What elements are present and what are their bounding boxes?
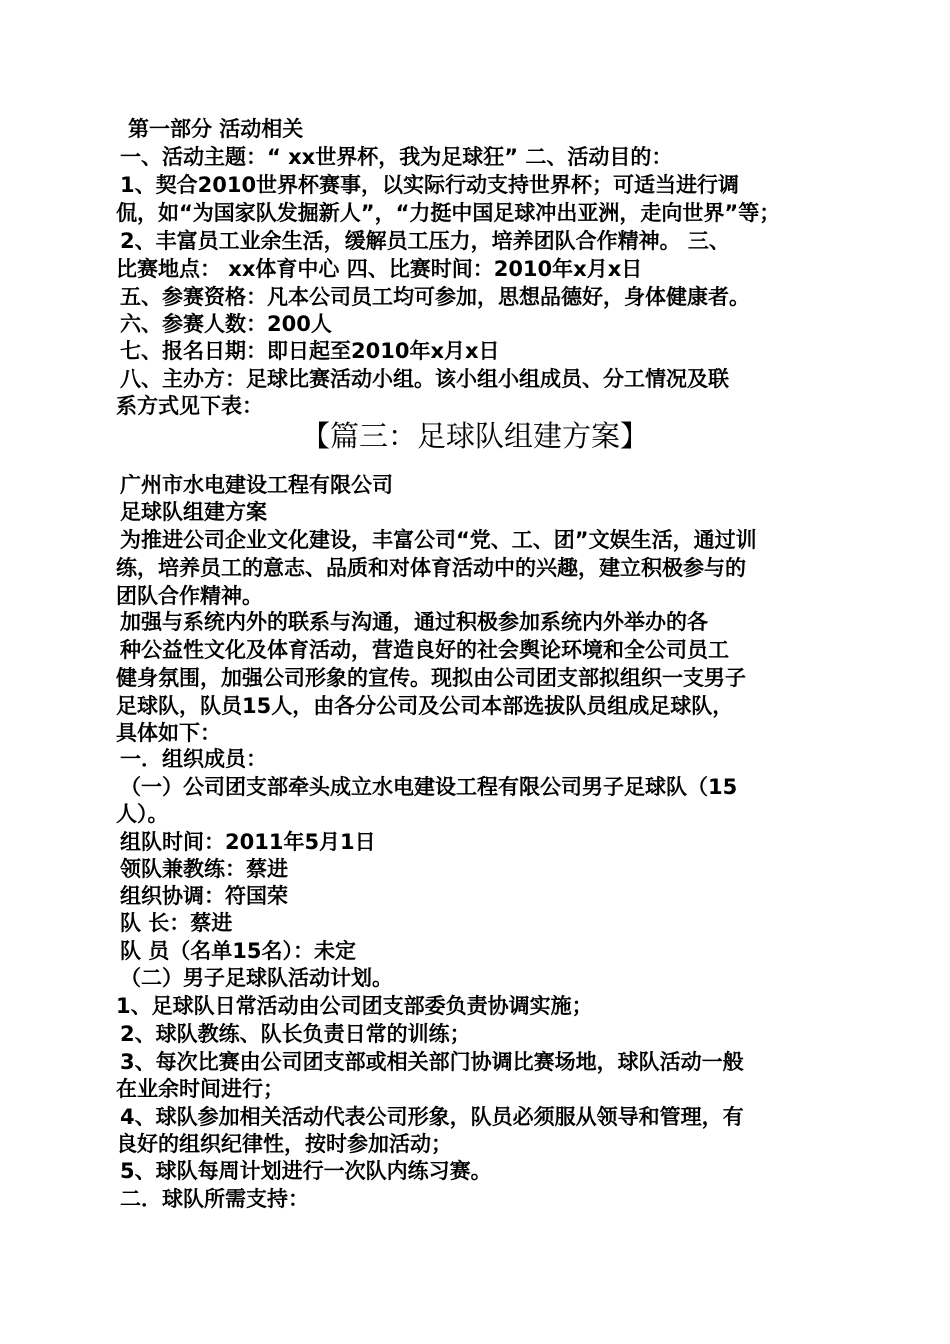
text-line: 人）。 xyxy=(116,802,169,826)
text-line: 六、参赛人数：200人 xyxy=(120,312,332,336)
text-line: 为推进公司企业文化建设，丰富公司“党、工、团”文娱生活，通过训 xyxy=(120,528,757,552)
text-line: 队 员（名单15名）：未定 xyxy=(120,939,357,963)
text-line: 具体如下： xyxy=(116,721,221,745)
text-line: 1、契合2010世界杯赛事，以实际行动支持世界杯；可适当进行调 xyxy=(120,173,740,197)
text-line: 5、球队每周计划进行一次队内练习赛。 xyxy=(120,1159,492,1183)
text-line: 队 长：蔡进 xyxy=(120,911,233,935)
text-line: 2、丰富员工业余生活，缓解员工压力，培养团队合作精神。 三、 xyxy=(120,229,730,253)
text-line: 八、主办方：足球比赛活动小组。该小组小组成员、分工情况及联 xyxy=(120,367,729,391)
text-line: 七、报名日期：即日起至2010年x月x日 xyxy=(120,339,500,363)
company-name: 广州市水电建设工程有限公司 xyxy=(120,473,393,497)
text-line: 比赛地点： xx体育中心 四、比赛时间：2010年x月x日 xyxy=(116,257,643,281)
text-line: 领队兼教练：蔡进 xyxy=(120,857,288,881)
text-line: （二）男子足球队活动计划。 xyxy=(120,966,393,990)
text-line: 系方式见下表： xyxy=(116,394,263,418)
part1-heading: 第一部分 活动相关 xyxy=(128,117,304,141)
text-line: 2、球队教练、队长负责日常的训练； xyxy=(120,1022,471,1046)
text-line: 五、参赛资格：凡本公司员工均可参加，思想品德好，身体健康者。 xyxy=(120,285,750,309)
section-heading: 二．球队所需支持： xyxy=(120,1187,309,1211)
text-line: 团队合作精神。 xyxy=(116,584,263,608)
text-line: 1、足球队日常活动由公司团支部委负责协调实施； xyxy=(116,994,593,1018)
text-line: 加强与系统内外的联系与沟通，通过积极参加系统内外举办的各 xyxy=(120,610,708,634)
text-line: 种公益性文化及体育活动，营造良好的社会舆论环境和全公司员工 xyxy=(120,638,729,662)
section-heading: 一．组织成员： xyxy=(120,747,267,771)
plan-title: 足球队组建方案 xyxy=(120,500,267,524)
text-line: 侃，如“为国家队发掘新人”，“力挺中国足球冲出亚洲，走向世界”等； xyxy=(116,201,781,225)
text-line: 在业余时间进行； xyxy=(116,1077,284,1101)
text-line: 3、每次比赛由公司团支部或相关部门协调比赛场地，球队活动一般 xyxy=(120,1050,744,1074)
text-line: 练，培养员工的意志、品质和对体育活动中的兴趣，建立积极参与的 xyxy=(116,556,746,580)
text-line: 健身氛围，加强公司形象的宣传。现拟由公司团支部拟组织一支男子 xyxy=(116,666,746,690)
text-line: 组队时间：2011年5月1日 xyxy=(120,830,376,854)
section-title: 【篇三：足球队组建方案】 xyxy=(300,419,649,453)
text-line: 组织协调：符国荣 xyxy=(120,884,288,908)
text-line: 4、球队参加相关活动代表公司形象，队员必须服从领导和管理，有 xyxy=(120,1105,744,1129)
text-line: （一）公司团支部牵头成立水电建设工程有限公司男子足球队（15 xyxy=(120,775,738,799)
text-line: 足球队，队员15人，由各分公司及公司本部选拔队员组成足球队， xyxy=(116,694,734,718)
text-line: 一、活动主题：“ xx世界杯，我为足球狂” 二、活动目的： xyxy=(120,145,673,169)
text-line: 良好的组织纪律性，按时参加活动； xyxy=(116,1132,452,1156)
